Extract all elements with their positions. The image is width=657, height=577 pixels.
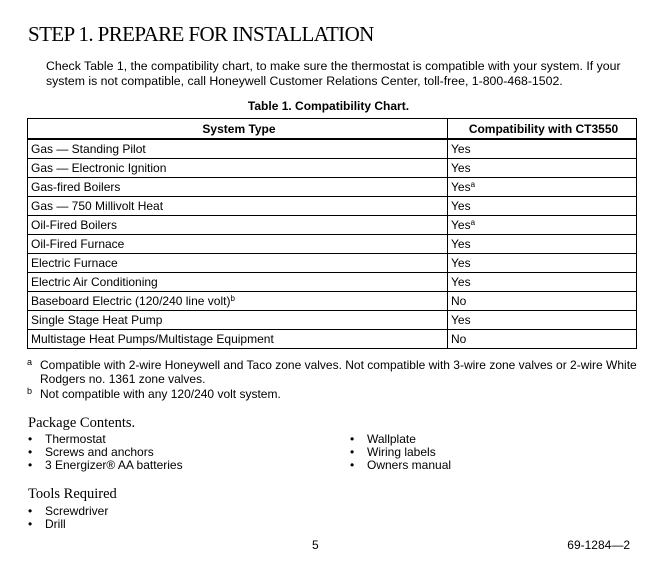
table-body: [28, 139, 637, 349]
table-header-row: [28, 119, 637, 140]
table-row: [28, 178, 637, 197]
compatibility-cell: Yes: [448, 254, 637, 273]
package-contents-list-right: [350, 433, 451, 473]
list-item-text: 3 Energizer® AA batteries: [45, 458, 183, 473]
compatibility-cell: Yes: [448, 273, 637, 292]
table-row: [28, 216, 637, 235]
bullet-icon: •: [28, 458, 33, 473]
footnote: a Compatible with 2-wire Honeywell and Taco zone valves. Not compatible with 3-wire zone valves or 2-wire White Rodgers no. 1361 zone valves.: [27, 357, 637, 386]
compatibility-table: [27, 118, 637, 349]
compatibility-cell: Yes$^a$: [448, 178, 637, 197]
compatibility-cell: Yes: [448, 235, 637, 254]
list-item: [350, 459, 451, 472]
compatibility-cell: Yes: [448, 139, 637, 159]
list-item: [28, 518, 108, 531]
footnote-marker: a: [470, 218, 476, 227]
page-number: 5: [312, 538, 319, 552]
footnote-text: Not compatible with any 120/240 volt system.: [40, 387, 281, 401]
system-type-cell: Electric Furnace: [28, 254, 448, 273]
system-type-cell: Gas-fired Boilers: [28, 178, 448, 197]
list-item: [28, 505, 108, 518]
table-row: [28, 292, 637, 311]
bullet-icon: •: [350, 432, 355, 446]
list-item-text: Screws and anchors: [45, 445, 154, 460]
table-row: [28, 159, 637, 178]
compatibility-cell: No: [448, 330, 637, 349]
header-compatibility: Compatibility with CT3550: [448, 119, 637, 140]
list-item-text: Owners manual: [367, 458, 452, 473]
bullet-icon: •: [350, 458, 355, 473]
compatibility-cell: Yes: [448, 159, 637, 178]
compatibility-cell: Yes: [448, 311, 637, 330]
table-row: [28, 197, 637, 216]
table-row: [28, 254, 637, 273]
system-type-cell: Single Stage Heat Pump: [28, 311, 448, 330]
system-type-cell: Gas — Standing Pilot: [28, 139, 448, 159]
system-type-cell: Baseboard Electric (120/240 line volt)$^b$: [28, 292, 448, 311]
bullet-icon: •: [28, 432, 33, 446]
table-footnotes: [27, 358, 637, 402]
list-item-text: Drill: [45, 517, 66, 532]
table-row: [28, 330, 637, 349]
footnote-text: Compatible with 2-wire Honeywell and Taco zone valves. Not compatible with 3-wire zone valves or 2-wire White Rodgers no. 1361 zone valves.: [40, 358, 637, 386]
list-item-text: Wallplate: [367, 432, 416, 446]
table-caption: Table 1. Compatibility Chart.: [247, 99, 410, 113]
document-code: 69-1284—2: [567, 538, 630, 552]
list-item-text: Wiring labels: [367, 445, 436, 460]
list-item-text: Screwdriver: [45, 504, 109, 518]
system-type-cell: Oil-Fired Boilers: [28, 216, 448, 235]
table-row: [28, 273, 637, 292]
tools-required-list: [28, 505, 108, 531]
list-item-text: Thermostat: [45, 432, 106, 446]
system-type-cell: Oil-Fired Furnace: [28, 235, 448, 254]
system-type-cell: Gas — Electronic Ignition: [28, 159, 448, 178]
table-row: [28, 235, 637, 254]
system-type-cell: Gas — 750 Millivolt Heat: [28, 197, 448, 216]
footnote-marker: a: [470, 180, 476, 189]
system-type-cell: Electric Air Conditioning: [28, 273, 448, 292]
footnote-marker: b: [230, 294, 235, 303]
bullet-icon: •: [28, 517, 33, 532]
compatibility-cell: Yes: [448, 197, 637, 216]
compatibility-cell: Yes$^a$: [448, 216, 637, 235]
bullet-icon: •: [28, 445, 33, 460]
tools-required-heading: Tools Required: [28, 486, 117, 502]
table-row: [28, 311, 637, 330]
footnote: b Not compatible with any 120/240 volt system.: [27, 386, 281, 401]
package-contents-list-left: [28, 433, 183, 473]
list-item: [28, 459, 183, 472]
intro-paragraph: Check Table 1, the compatibility chart, to make sure the thermostat is compatible with your system. If your system is not compatible, call Honeywell Customer Relations Center, toll-free, 1-800-468-1502.: [46, 59, 621, 88]
compatibility-cell: No: [448, 292, 637, 311]
table-row: [28, 139, 637, 159]
header-system-type: System Type: [28, 119, 448, 140]
bullet-icon: •: [350, 445, 355, 460]
system-type-cell: Multistage Heat Pumps/Multistage Equipment: [28, 330, 448, 349]
bullet-icon: •: [28, 504, 33, 518]
page-title: STEP 1. PREPARE FOR INSTALLATION: [28, 22, 374, 46]
package-contents-heading: Package Contents.: [28, 415, 136, 431]
